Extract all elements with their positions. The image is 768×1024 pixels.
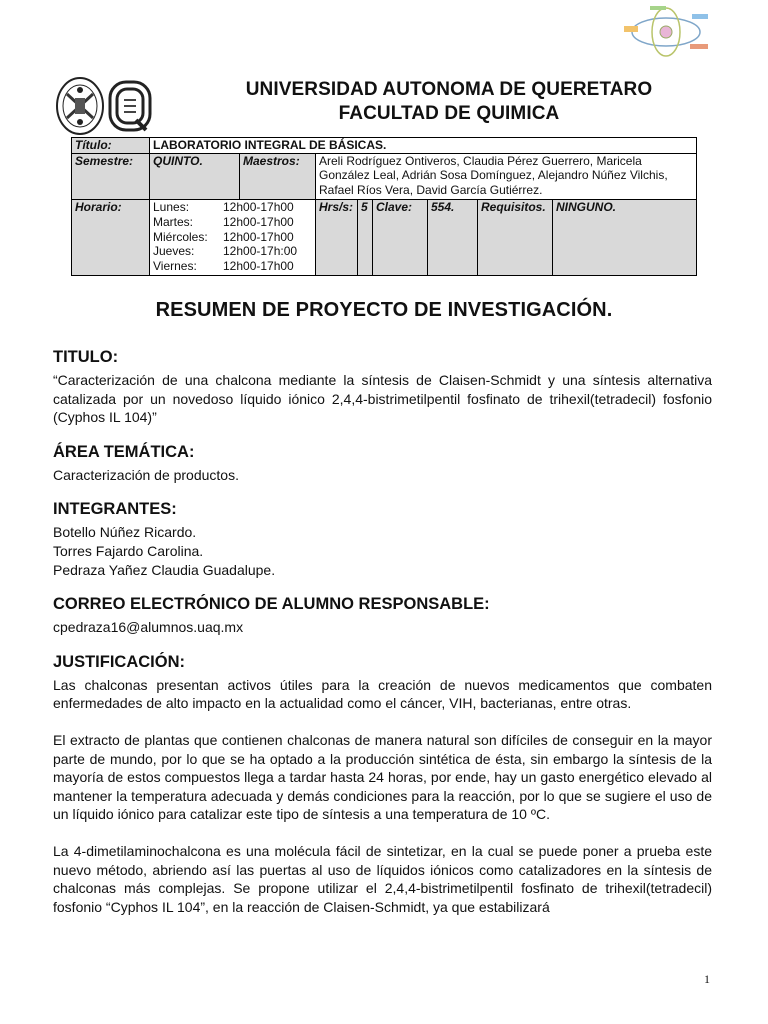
member-name: Botello Núñez Ricardo.: [53, 524, 197, 541]
schedule-day: Lunes:: [153, 200, 190, 215]
schedule-time: 12h00-17h00: [223, 258, 294, 273]
schedule-time: 12h00-17h:00: [223, 244, 298, 259]
schedule-day: Viernes:: [153, 258, 197, 273]
semestre-label: Semestre:: [72, 153, 150, 200]
schedule-day: Martes:: [153, 214, 194, 229]
semestre-value: QUINTO.: [150, 153, 240, 200]
area-text: Caracterización de productos.: [53, 466, 239, 483]
concept-diagram-logo: [620, 4, 712, 60]
faculty-q-logo: [108, 80, 152, 132]
hrs-label: Hrs/s:: [316, 200, 358, 276]
project-title-text: “Caracterización de una chalcona mediante la síntesis de Claisen-Schmidt y una síntesis alternativa catalizada por un novedoso líquido iónico 2,4,4-bistrimetilpentil fosfinato de trihexil(tetradecil) fosfonio (Cyphos IL 104)”: [53, 372, 712, 426]
justification-paragraph: Las chalconas presentan activos útiles para la creación de nuevos medicamentos que combaten enfermedades de alto impacto en la actualidad como el cáncer, VIH, bacterianas, entre otras.: [53, 676, 712, 712]
schedule-row: [72, 200, 697, 276]
document-title: RESUMEN DE PROYECTO DE INVESTIGACIÓN.: [155, 299, 613, 321]
schedule-day: Jueves:: [153, 244, 195, 259]
section-heading: ÁREA TEMÁTICA:: [53, 442, 195, 461]
titulo-label: Título:: [72, 138, 150, 154]
course-info-table: [71, 137, 697, 276]
clave-label: Clave:: [373, 200, 428, 276]
university-seal-logo: [55, 76, 105, 136]
schedule-time: 12h00-17h00: [223, 229, 294, 244]
member-name: Pedraza Yañez Claudia Guadalupe.: [53, 561, 276, 578]
semester-row: [72, 153, 697, 200]
member-name: Torres Fajardo Carolina.: [53, 542, 204, 559]
schedule-time: 12h00-17h00: [223, 200, 294, 215]
page-number: 1: [704, 972, 710, 986]
section-heading: JUSTIFICACIÓN:: [53, 652, 185, 671]
faculty-name: FACULTAD DE QUIMICA: [338, 103, 560, 124]
section-heading: INTEGRANTES:: [53, 500, 177, 519]
university-name: UNIVERSIDAD AUTONOMA DE QUERETARO: [245, 79, 653, 100]
hrs-value: 5: [358, 200, 373, 276]
maestros-value: Areli Rodríguez Ontiveros, Claudia Pérez Guerrero, Maricela González Leal, Adrián Sosa Domínguez, Alejandro Núñez Vilchis, Rafael Ríos Vera, David García Gutiérrez.: [316, 153, 697, 200]
correo-section: [53, 593, 712, 637]
summary-content: [53, 346, 712, 930]
schedule-cell: [150, 200, 316, 276]
institution-heading: [150, 78, 748, 126]
justificacion-section: [53, 651, 712, 917]
section-heading: CORREO ELECTRÓNICO DE ALUMNO RESPONSABLE:: [53, 595, 490, 614]
schedule-time: 12h00-17h00: [223, 214, 294, 229]
justification-paragraph: El extracto de plantas que contienen chalconas de manera natural son difíciles de conseguir en la mayor parte de mundo, por lo que se ha optado a la producción sintética de ésta, sin embargo la síntesis de la mayoría de estos compuestos llega a tardar hasta 24 horas, por ende, hay un gasto energético elevado al mantener la temperatura adecuada y demás condiciones para la reacción, por lo que se sugiere el uso de un líquido iónico para catalizar este tipo de síntesis a una temperatura de 10 ºC.: [53, 731, 712, 823]
schedule-day: Miércoles:: [153, 229, 208, 244]
horario-label: Horario:: [72, 200, 150, 276]
requisitos-value: NINGUNO.: [553, 200, 697, 276]
title-row: [72, 138, 697, 154]
maestros-label: Maestros:: [240, 153, 316, 200]
section-heading: TITULO:: [53, 348, 119, 366]
area-section: [53, 441, 712, 485]
titulo-section: [53, 346, 712, 427]
titulo-value: LABORATORIO INTEGRAL DE BÁSICAS.: [150, 138, 697, 154]
requisitos-label: Requisitos.: [478, 200, 553, 276]
email-text: cpedraza16@alumnos.uaq.mx: [53, 619, 244, 636]
justification-paragraph: La 4-dimetilaminochalcona es una molécula fácil de sintetizar, en la cual se puede poner a prueba este nuevo método, abriendo así las puertas al uso de líquidos iónicos como catalizadores en la síntesis de chalconas más complejas. Se propone utilizar el 2,4,4-bistrimetilpentil fosfinato de trihexil(tetradecil) fosfonio “Cyphos IL 104”, en la reacción de Claisen-Schmidt, ya que estabilizará: [53, 842, 712, 915]
integrantes-section: [53, 498, 712, 579]
clave-value: 554.: [428, 200, 478, 276]
